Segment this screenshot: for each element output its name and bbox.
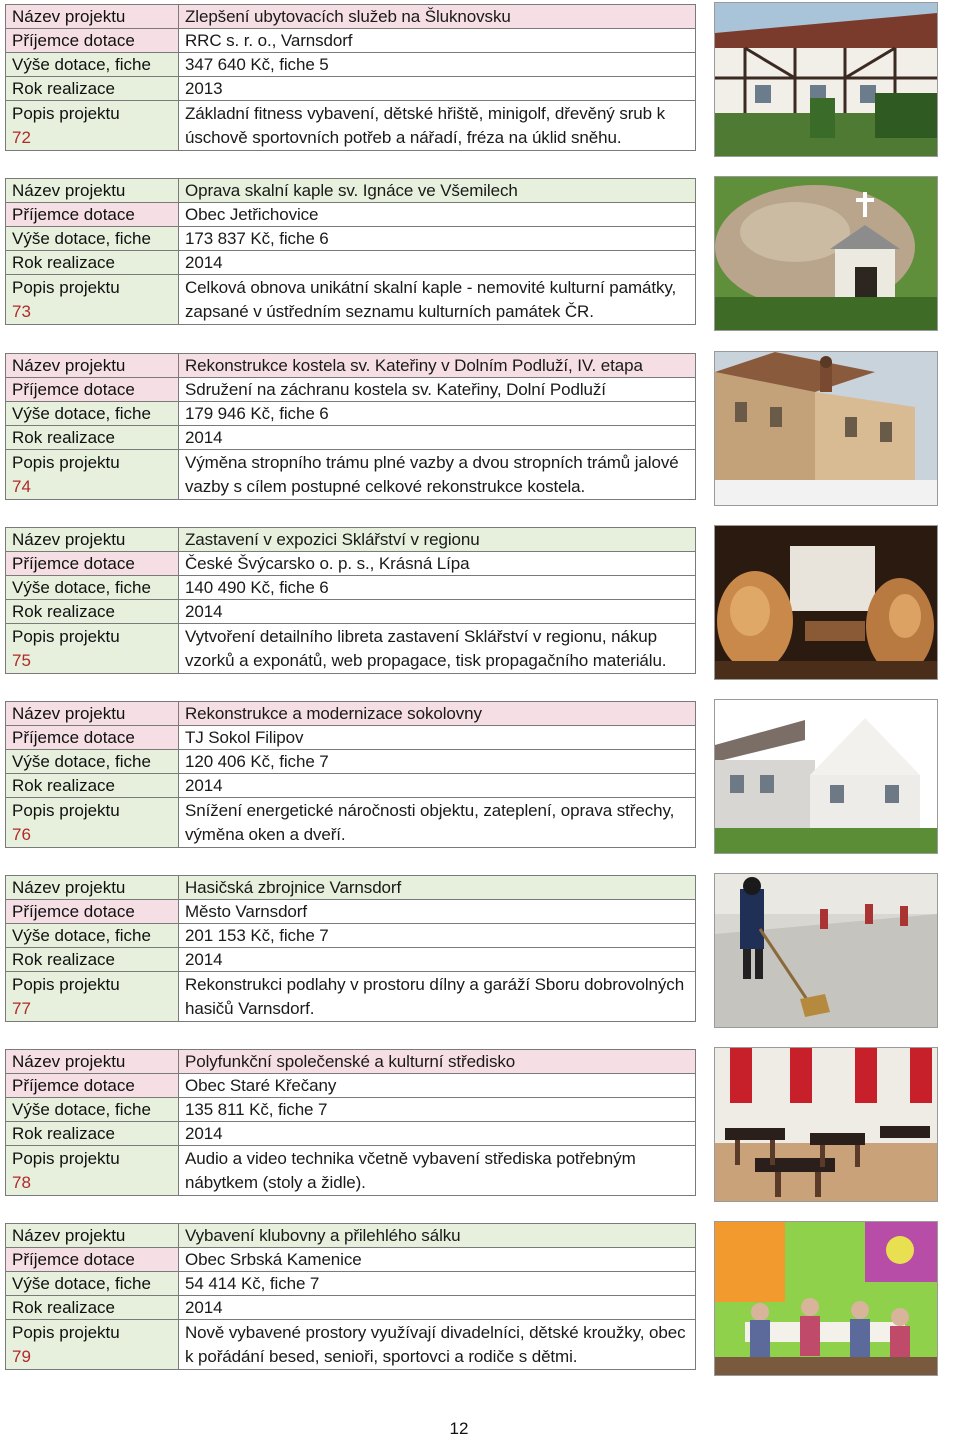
label-project-name: Název projektu xyxy=(6,702,179,726)
label-amount: Výše dotace, fiche xyxy=(6,750,179,774)
description: Audio a video technika včetně vybavení střediska potřebným nábytkem (stoly a židle). xyxy=(179,1146,696,1196)
project-name: Rekonstrukce a modernizace sokolovny xyxy=(179,702,696,726)
amount: 54 414 Kč, fiche 7 xyxy=(179,1272,696,1296)
year: 2014 xyxy=(179,1296,696,1320)
description: Výměna stropního trámu plné vazby a dvou stropních trámů jalové vazby s cílem postupné celkové rekonstrukce kostela. xyxy=(179,450,696,500)
label-project-name: Název projektu xyxy=(6,876,179,900)
project-card-76 xyxy=(5,701,940,861)
year: 2013 xyxy=(179,77,696,101)
project-name: Zastavení v expozici Sklářství v regionu xyxy=(179,528,696,552)
description: Vytvoření detailního libreta zastavení Sklářství v regionu, nákup vzorků a exponátů, web propagace, tisk propagačního materiálu. xyxy=(179,624,696,674)
project-card-73 xyxy=(5,178,940,338)
project-table xyxy=(5,1049,696,1196)
project-table xyxy=(5,4,696,151)
project-name: Rekonstrukce kostela sv. Kateřiny v Dolním Podluží, IV. etapa xyxy=(179,354,696,378)
label-description xyxy=(6,624,179,674)
label-year: Rok realizace xyxy=(6,426,179,450)
project-name: Oprava skalní kaple sv. Ignáce ve Všemilech xyxy=(179,179,696,203)
label-description-text: Popis projektu xyxy=(12,1323,120,1342)
label-description xyxy=(6,450,179,500)
recipient: České Švýcarsko o. p. s., Krásná Lípa xyxy=(179,552,696,576)
label-amount: Výše dotace, fiche xyxy=(6,1272,179,1296)
recipient: RRC s. r. o., Varnsdorf xyxy=(179,29,696,53)
project-number: 78 xyxy=(12,1173,31,1192)
furnished-hall-photo xyxy=(714,1047,938,1202)
label-description-text: Popis projektu xyxy=(12,627,120,646)
project-number: 77 xyxy=(12,999,31,1018)
label-description xyxy=(6,798,179,848)
label-description xyxy=(6,1320,179,1370)
project-card-79 xyxy=(5,1223,940,1383)
label-amount: Výše dotace, fiche xyxy=(6,53,179,77)
project-card-75 xyxy=(5,527,940,687)
label-recipient: Příjemce dotace xyxy=(6,203,179,227)
project-name: Hasičská zbrojnice Varnsdorf xyxy=(179,876,696,900)
recipient: Obec Jetřichovice xyxy=(179,203,696,227)
label-year: Rok realizace xyxy=(6,948,179,972)
recipient: Město Varnsdorf xyxy=(179,900,696,924)
amount: 120 406 Kč, fiche 7 xyxy=(179,750,696,774)
label-project-name: Název projektu xyxy=(6,5,179,29)
label-project-name: Název projektu xyxy=(6,528,179,552)
label-year: Rok realizace xyxy=(6,1296,179,1320)
label-description-text: Popis projektu xyxy=(12,801,120,820)
label-recipient: Příjemce dotace xyxy=(6,552,179,576)
project-card-74 xyxy=(5,353,940,513)
project-card-77 xyxy=(5,875,940,1035)
description: Základní fitness vybavení, dětské hřiště, minigolf, dřevěný srub k úschově sportovních potřeb a nářadí, fréza na úklid sněhu. xyxy=(179,101,696,151)
project-name: Polyfunkční společenské a kulturní středisko xyxy=(179,1050,696,1074)
church-photo xyxy=(714,351,938,506)
project-table xyxy=(5,875,696,1022)
label-recipient: Příjemce dotace xyxy=(6,378,179,402)
year: 2014 xyxy=(179,251,696,275)
year: 2014 xyxy=(179,1122,696,1146)
year: 2014 xyxy=(179,774,696,798)
label-year: Rok realizace xyxy=(6,77,179,101)
label-year: Rok realizace xyxy=(6,251,179,275)
project-name: Vybavení klubovny a přilehlého sálku xyxy=(179,1224,696,1248)
page-number: 12 xyxy=(449,1419,469,1438)
project-table xyxy=(5,178,696,325)
half-timbered-house-photo xyxy=(714,2,938,157)
project-table xyxy=(5,527,696,674)
label-description xyxy=(6,1146,179,1196)
label-project-name: Název projektu xyxy=(6,1224,179,1248)
amount: 135 811 Kč, fiche 7 xyxy=(179,1098,696,1122)
amount: 347 640 Kč, fiche 5 xyxy=(179,53,696,77)
recipient: TJ Sokol Filipov xyxy=(179,726,696,750)
label-description-text: Popis projektu xyxy=(12,104,120,123)
label-project-name: Název projektu xyxy=(6,1050,179,1074)
exhibition-photo xyxy=(714,525,938,680)
project-card-72 xyxy=(5,4,940,164)
project-name: Zlepšení ubytovacích služeb na Šluknovsku xyxy=(179,5,696,29)
label-description-text: Popis projektu xyxy=(12,278,120,297)
label-description-text: Popis projektu xyxy=(12,1149,120,1168)
label-year: Rok realizace xyxy=(6,600,179,624)
label-amount: Výše dotace, fiche xyxy=(6,576,179,600)
label-recipient: Příjemce dotace xyxy=(6,1248,179,1272)
year: 2014 xyxy=(179,948,696,972)
recipient: Obec Staré Křečany xyxy=(179,1074,696,1098)
amount: 179 946 Kč, fiche 6 xyxy=(179,402,696,426)
label-description xyxy=(6,101,179,151)
label-description xyxy=(6,275,179,325)
label-recipient: Příjemce dotace xyxy=(6,900,179,924)
label-year: Rok realizace xyxy=(6,1122,179,1146)
sokol-hall-photo xyxy=(714,699,938,854)
label-project-name: Název projektu xyxy=(6,179,179,203)
project-number: 75 xyxy=(12,651,31,670)
label-description-text: Popis projektu xyxy=(12,453,120,472)
description: Nově vybavené prostory využívají divadelníci, dětské kroužky, obec k pořádání besed, senioři, sportovci a rodiče s dětmi. xyxy=(179,1320,696,1370)
label-recipient: Příjemce dotace xyxy=(6,726,179,750)
project-number: 74 xyxy=(12,477,31,496)
label-amount: Výše dotace, fiche xyxy=(6,1098,179,1122)
label-description xyxy=(6,972,179,1022)
year: 2014 xyxy=(179,426,696,450)
description: Rekonstrukci podlahy v prostoru dílny a garáží Sboru dobrovolných hasičů Varnsdorf. xyxy=(179,972,696,1022)
label-recipient: Příjemce dotace xyxy=(6,1074,179,1098)
project-table xyxy=(5,353,696,500)
amount: 173 837 Kč, fiche 6 xyxy=(179,227,696,251)
project-card-78 xyxy=(5,1049,940,1209)
amount: 140 490 Kč, fiche 6 xyxy=(179,576,696,600)
project-number: 76 xyxy=(12,825,31,844)
year: 2014 xyxy=(179,600,696,624)
project-number: 79 xyxy=(12,1347,31,1366)
label-recipient: Příjemce dotace xyxy=(6,29,179,53)
label-description-text: Popis projektu xyxy=(12,975,120,994)
description: Snížení energetické náročnosti objektu, zateplení, oprava střechy, výměna oken a dveří. xyxy=(179,798,696,848)
amount: 201 153 Kč, fiche 7 xyxy=(179,924,696,948)
label-year: Rok realizace xyxy=(6,774,179,798)
label-project-name: Název projektu xyxy=(6,354,179,378)
label-amount: Výše dotace, fiche xyxy=(6,924,179,948)
project-table xyxy=(5,701,696,848)
project-number: 73 xyxy=(12,302,31,321)
recipient: Obec Srbská Kamenice xyxy=(179,1248,696,1272)
recipient: Sdružení na záchranu kostela sv. Kateřiny, Dolní Podluží xyxy=(179,378,696,402)
description: Celková obnova unikátní skalní kaple - nemovité kulturní památky, zapsané v ústředním seznamu kulturních památek ČR. xyxy=(179,275,696,325)
project-table xyxy=(5,1223,696,1370)
rock-chapel-photo xyxy=(714,176,938,331)
fire-station-floor-photo xyxy=(714,873,938,1028)
project-number: 72 xyxy=(12,128,31,147)
club-room-photo xyxy=(714,1221,938,1376)
label-amount: Výše dotace, fiche xyxy=(6,402,179,426)
label-amount: Výše dotace, fiche xyxy=(6,227,179,251)
